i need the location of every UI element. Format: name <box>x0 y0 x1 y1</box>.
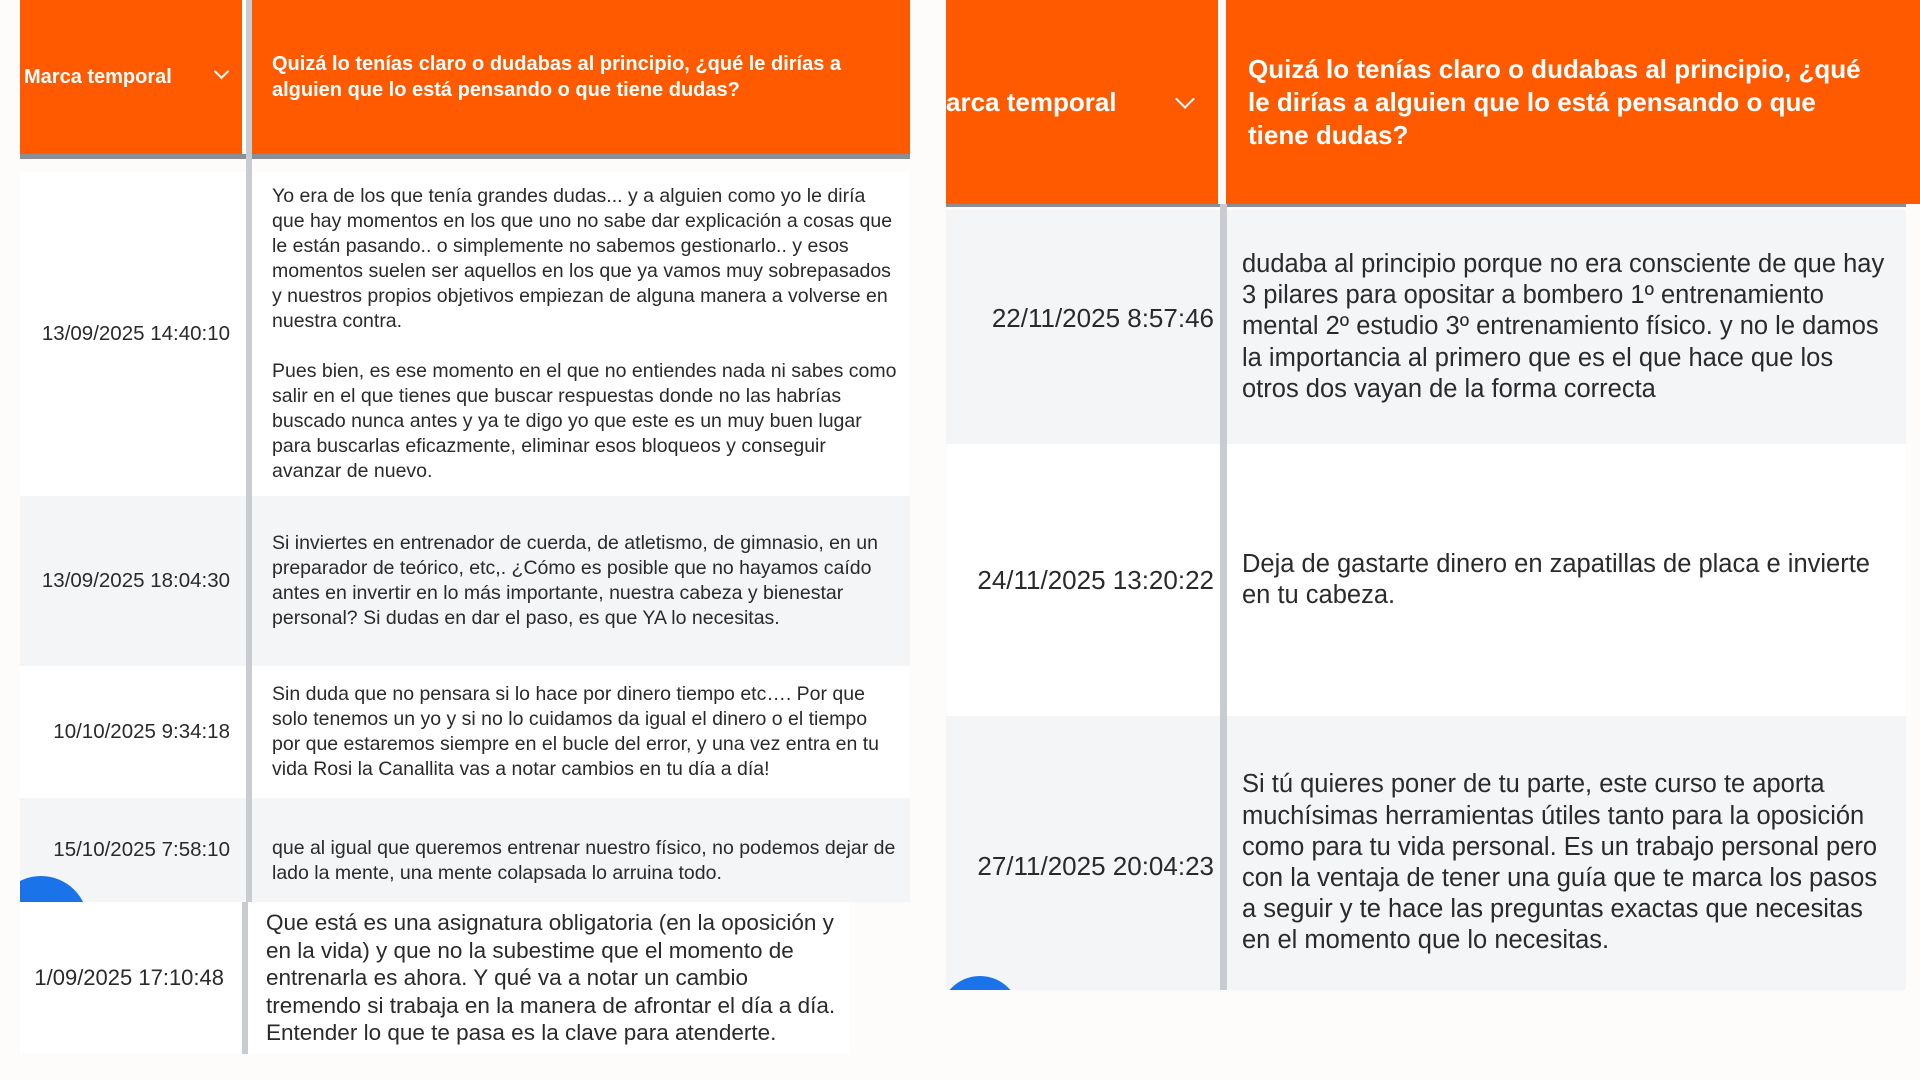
response-header-label: Quizá lo tenías claro o dudabas al principio, ¿qué le dirías a alguien que lo está pensando o que tiene dudas? <box>272 53 842 101</box>
response-column-header[interactable] <box>252 0 910 154</box>
response-header-label: Quizá lo tenías claro o dudabas al principio, ¿qué le dirías a alguien que lo está pensando o que tiene dudas? <box>1248 53 1861 150</box>
response-text: Si tú quieres poner de tu parte, este curso te aporta muchísimas herramientas útiles tanto para la oposición como para tu vida personal. Es un trabajo personal pero con la ventaja de tener una guía que te marca los pasos a seguir y te hace las preguntas exactas que necesitas en el momento que lo necesitas. <box>1242 770 1878 955</box>
table-row[interactable] <box>20 666 910 798</box>
header-gap <box>1218 0 1224 204</box>
chevron-down-icon[interactable] <box>1175 89 1195 109</box>
timestamp-cell: 13/09/2025 14:40:10 <box>41 322 230 345</box>
timestamp-cell: 10/10/2025 9:34:18 <box>53 720 230 743</box>
table-row[interactable] <box>946 210 1906 444</box>
response-text: dudaba al principio porque no era consciente de que hay 3 pilares para opositar a bombero 1º entrenamiento mental 2º estudio 3º entrenamiento físico. y no le damos la importancia al primero que es el que hace que los otros dos vayan de la forma correcta <box>1242 249 1885 403</box>
response-cell <box>1242 444 1902 716</box>
response-text-paragraph-2: Pues bien, es ese momento en el que no entiendes nada ni sabes como salir en el que tienes que buscar respuestas donde no las habrías buscado nunca antes y ya te digo yo que este es un muy buen lugar para buscarlas eficazmente, eliminar esos bloqueos y conseguir avanzar de nuevo. <box>272 360 897 482</box>
table-row[interactable] <box>20 798 910 902</box>
right-responses-table <box>946 0 1920 990</box>
timestamp-column-header[interactable] <box>20 0 242 154</box>
header-divider <box>946 204 1906 207</box>
response-text: que al igual que queremos entrenar nuestro físico, no podemos dejar de lado la mente, una mente colapsada lo arruina todo. <box>272 837 896 884</box>
table-row[interactable] <box>946 444 1906 716</box>
table-row[interactable] <box>946 716 1906 990</box>
timestamp-cell: 27/11/2025 20:04:23 <box>977 850 1214 881</box>
response-cell <box>272 798 910 902</box>
response-cell <box>272 172 910 496</box>
column-separator <box>1220 204 1227 990</box>
table-row[interactable] <box>20 902 850 1054</box>
timestamp-cell: 13/09/2025 18:04:30 <box>41 569 230 592</box>
column-separator <box>246 0 252 902</box>
table-row[interactable] <box>20 496 910 666</box>
response-text: Si inviertes en entrenador de cuerda, de atletismo, de gimnasio, en un preparador de teórico, etc,. ¿Cómo es posible que no hayamos caído antes en invertir en lo más importante, nuestra cabeza y bienestar personal? Si dudas en dar el paso, es que YA lo necesitas. <box>272 532 878 629</box>
timestamp-cell: 22/11/2025 8:57:46 <box>991 302 1214 333</box>
table-row[interactable] <box>20 172 910 496</box>
response-cell <box>266 902 856 1054</box>
timestamp-cell: 15/10/2025 7:58:10 <box>53 838 230 861</box>
response-text: Deja de gastarte dinero en zapatillas de placa e invierte en tu cabeza. <box>1242 549 1870 609</box>
timestamp-header-label: Marca temporal <box>24 66 172 88</box>
header-divider <box>20 154 910 159</box>
timestamp-cell: 1/09/2025 17:10:48 <box>34 965 224 990</box>
left-responses-table <box>20 0 910 1055</box>
response-cell <box>1242 716 1902 990</box>
timestamp-cell: 24/11/2025 13:20:22 <box>977 564 1214 595</box>
response-text: Que está es una asignatura obligatoria (en la oposición y en la vida) y que no la subestime que el momento de entrenarla es ahora. Y qué va a notar un cambio tremendo si trabaja en la manera de afrontar el día a día. Entender lo que te pasa es la clave para atenderte. <box>266 910 836 1046</box>
response-text: Sin duda que no pensara si lo hace por dinero tiempo etc…. Por que solo tenemos un yo y si no lo cuidamos da igual el dinero o el tiempo por que estaremos siempre en el bucle del error, y una vez entra en tu vida Rosi la Canallita vas a notar cambios en tu día a día! <box>272 683 880 780</box>
response-cell <box>272 496 910 666</box>
response-text: Yo era de los que tenía grandes dudas... y a alguien como yo le diría que hay momentos en los que uno no sabe dar explicación a cosas que le están pasando.. o simplemente no sabemos gestionarlo.. y esos momentos suelen ser aquellos en los que ya vamos muy sobrepasados y nuestros propios objetivos empiezan de alguna manera a volverse en nuestra contra. <box>272 185 893 332</box>
chevron-down-icon[interactable] <box>214 64 230 80</box>
timestamp-column-header[interactable] <box>946 0 1218 204</box>
timestamp-header-label: arca temporal <box>946 86 1117 117</box>
response-column-header[interactable] <box>1226 0 1920 204</box>
column-separator <box>242 902 248 1054</box>
response-cell <box>272 666 910 798</box>
response-cell <box>1242 210 1902 444</box>
